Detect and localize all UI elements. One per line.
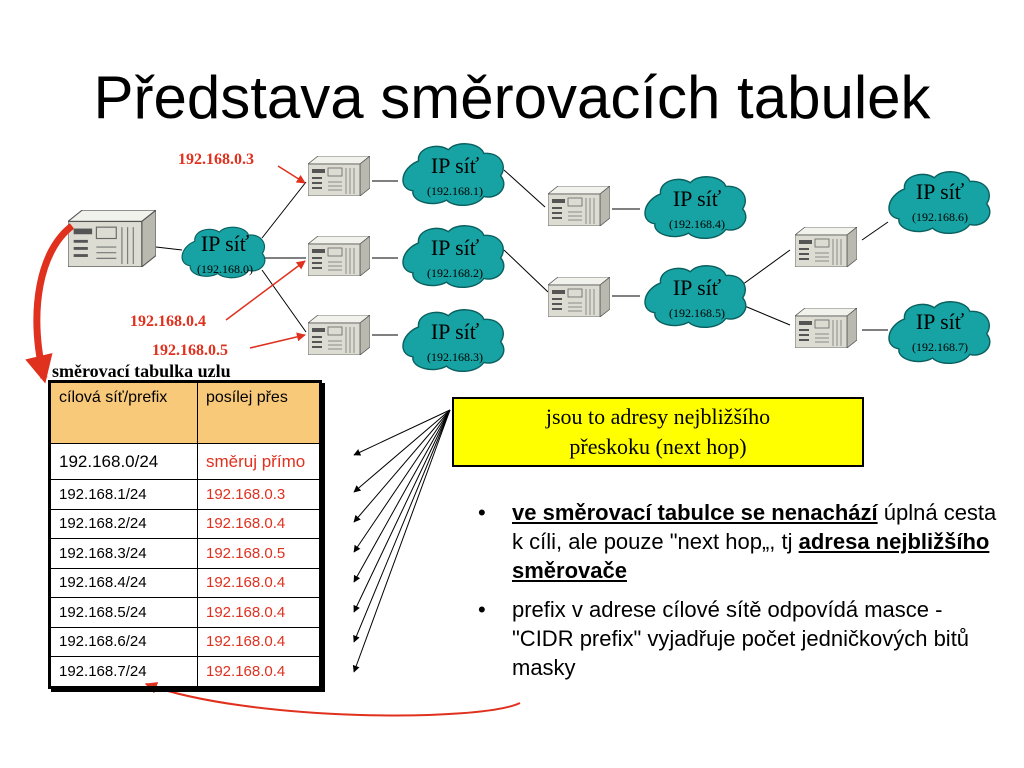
bullet-emphasis: ve směrovací tabulce se nenachází — [512, 500, 878, 525]
cell-destination: 192.168.7/24 — [50, 657, 198, 688]
bullet-text: prefix v adrese cílové sítě odpovídá masce - "CIDR prefix" vyjadřuje počet jedničkových bitů masky — [512, 597, 970, 680]
cloud-title: IP síť — [915, 309, 965, 334]
main-node-icon — [68, 210, 156, 267]
cell-next-hop: 192.168.0.4 — [198, 598, 321, 628]
next-hop-arrows — [354, 410, 450, 672]
router-icon — [308, 156, 370, 196]
cloud-subnet-n2: (192.168.2) — [427, 266, 483, 280]
router-icon — [548, 186, 610, 226]
cloud-title: IP síť — [430, 319, 480, 344]
cloud-title: IP síť — [200, 231, 250, 256]
cloud-title: IP síť — [430, 153, 480, 178]
callout-line-2: přeskoku (next hop) — [569, 434, 747, 459]
cloud-title: IP síť — [915, 179, 965, 204]
links — [156, 170, 888, 335]
cell-next-hop: směruj přímo — [198, 444, 321, 480]
router-icon — [308, 236, 370, 276]
table-row — [50, 539, 321, 569]
table-header-row — [50, 382, 321, 444]
header-destination: cílová síť/prefix — [50, 382, 198, 444]
cloud-subnet-n1: (192.168.1) — [427, 184, 483, 198]
callout-line-1: jsou to adresy nejbližšího — [545, 404, 771, 429]
cell-destination: 192.168.3/24 — [50, 539, 198, 569]
cell-next-hop: 192.168.0.4 — [198, 568, 321, 598]
cloud-subnet-n0: (192.168.0) — [197, 262, 253, 276]
cloud-subnet-n6: (192.168.6) — [912, 210, 968, 224]
router-icon — [795, 227, 857, 267]
cloud-title: IP síť — [672, 275, 722, 300]
table-row — [50, 598, 321, 628]
table-row — [50, 568, 321, 598]
router-label-r1: 192.168.0.3 — [178, 151, 254, 168]
next-hop-callout — [452, 397, 864, 467]
table-row — [50, 509, 321, 539]
table-row — [50, 657, 321, 688]
table-row — [50, 444, 321, 480]
router-label-r2: 192.168.0.4 — [130, 313, 206, 330]
bullet-emphasis: adresa nejbližšího směrovače — [512, 529, 990, 583]
slide-title: Představa směrovacích tabulek — [93, 64, 931, 131]
table-row — [50, 480, 321, 510]
cell-next-hop: 192.168.0.4 — [198, 627, 321, 657]
bullet-list — [478, 498, 998, 692]
cell-destination: 192.168.2/24 — [50, 509, 198, 539]
cell-next-hop: 192.168.0.4 — [198, 509, 321, 539]
router-icon — [308, 315, 370, 355]
bullet-dot: • — [478, 597, 486, 622]
router-label-r3: 192.168.0.5 — [152, 342, 228, 359]
node-to-table-arrow — [37, 226, 72, 378]
cell-next-hop: 192.168.0.5 — [198, 539, 321, 569]
cloud-subnet-n3: (192.168.3) — [427, 350, 483, 364]
cell-destination: 192.168.0/24 — [50, 444, 198, 480]
cell-destination: 192.168.5/24 — [50, 598, 198, 628]
routing-table — [48, 380, 322, 689]
bullet-item — [478, 498, 998, 585]
cell-destination: 192.168.1/24 — [50, 480, 198, 510]
bullet-dot: • — [478, 500, 486, 525]
bullet-text: úplná cesta k cíli, ale pouze "next hop„, tj — [512, 500, 997, 554]
cloud-title: IP síť — [672, 186, 722, 211]
table-caption: směrovací tabulka uzlu — [52, 361, 231, 381]
cloud-subnet-n4: (192.168.4) — [669, 217, 725, 231]
table-row — [50, 627, 321, 657]
bullet-item — [478, 595, 998, 682]
bullet-to-row-arrow — [146, 684, 520, 715]
router-icon — [795, 308, 857, 348]
router-icon — [548, 277, 610, 317]
header-next-hop: posílej přes — [198, 382, 321, 444]
cell-next-hop: 192.168.0.4 — [198, 657, 321, 688]
cloud-subnet-n7: (192.168.7) — [912, 340, 968, 354]
cloud-subnet-n5: (192.168.5) — [669, 306, 725, 320]
cell-next-hop: 192.168.0.3 — [198, 480, 321, 510]
cell-destination: 192.168.4/24 — [50, 568, 198, 598]
cell-destination: 192.168.6/24 — [50, 627, 198, 657]
cloud-title: IP síť — [430, 235, 480, 260]
